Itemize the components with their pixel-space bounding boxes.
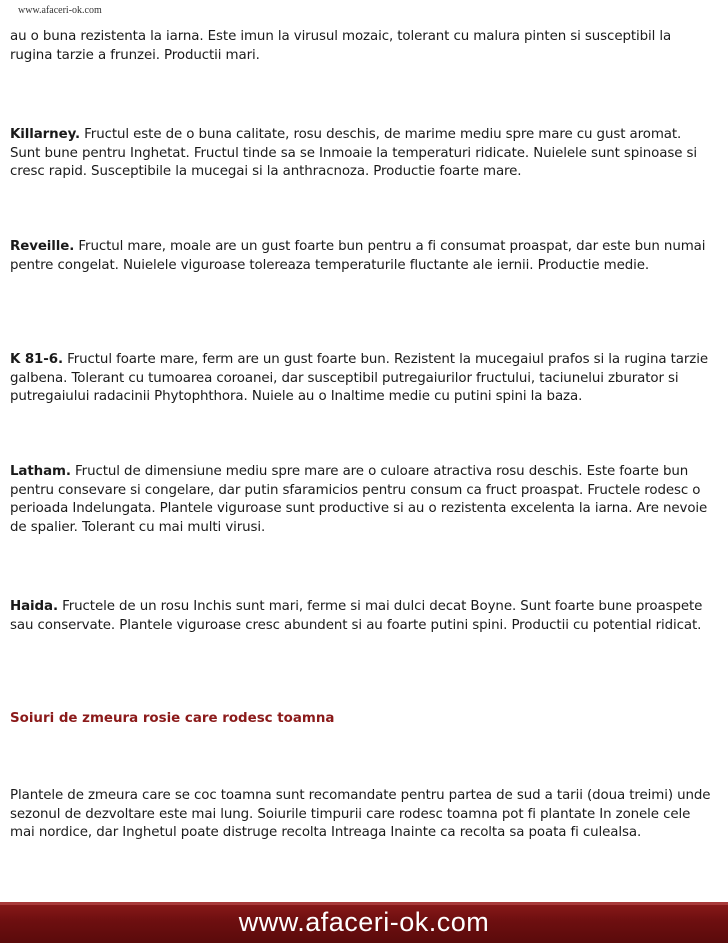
variety-name: Killarney. — [10, 127, 80, 142]
intro-paragraph: au o buna rezistenta la iarna. Este imun la virusul mozaic, tolerant cu malura pinten si susceptibil la rugina tarzie a frunzei. Productii mari. — [10, 29, 672, 63]
footer-brand[interactable]: www.afaceri-ok.com — [238, 907, 490, 937]
section-heading: Soiuri de zmeura rosie care rodesc toamna — [10, 711, 335, 726]
variety-description: Fructele de un rosu Inchis sunt mari, ferme si mai dulci decat Boyne. Sunt foarte bune proaspete sau conservate. Plantele viguroase cresc abundent si au foarte putini spini. Productii cu potential ridicat. — [10, 599, 703, 633]
variety-description: Fructul de dimensiune mediu spre mare are o culoare atractiva rosu deschis. Este foarte bun pentru consevare si congelare, dar putin sfaramicios pentru consum ca fruct proaspat. Fructele rodesc o perioada Indelungata. Plantele viguroase sunt productive si au o rezistenta excelenta la iarna. Are nevoie de spalier. Tolerant cu mai multi virusi. — [10, 464, 708, 535]
footer-banner — [0, 902, 728, 943]
variety-description: Fructul mare, moale are un gust foarte bun pentru a fi consumat proaspat, dar este bun numai pentre congelat. Nuielele viguroase tolereaza temperaturile fluctante ale iernii. Productie medie. — [10, 239, 706, 273]
variety-k81-6 — [10, 351, 715, 407]
variety-name: K 81-6. — [10, 352, 63, 367]
variety-name: Haida. — [10, 599, 58, 614]
variety-reveille — [10, 238, 715, 275]
site-url-header: www.afaceri-ok.com — [18, 5, 102, 16]
footer-bevel — [0, 902, 728, 905]
variety-haida — [10, 598, 715, 635]
variety-killarney — [10, 126, 715, 182]
variety-description: Fructul foarte mare, ferm are un gust foarte bun. Rezistent la mucegaiul prafos si la rugina tarzie galbena. Tolerant cu tumoarea coroanei, dar susceptibil putregaiurilor fructului, taciunelui zburator si putregaiului radacinii Phytophthora. Nuiele au o Inaltime medie cu putini spini la baza. — [10, 352, 708, 404]
variety-description: Fructul este de o buna calitate, rosu deschis, de marime mediu spre mare cu gust aromat. Sunt bune pentru Inghetat. Fructul tinde sa se Inmoaie la temperaturi ridicate. Nuielele sunt spinoase si cresc rapid. Susceptibile la mucegai si la anthracnoza. Productie foarte mare. — [10, 127, 698, 179]
variety-name: Reveille. — [10, 239, 75, 254]
section-paragraph: Plantele de zmeura care se coc toamna sunt recomandate pentru partea de sud a tarii (doua treimi) unde sezonul de dezvoltare este mai lung. Soiurile timpurii care rodesc toamna pot fi plantate In zonele cele mai nordice, dar Inghetul poate distruge recolta Intreaga Inainte ca recolta sa poata fi culealsa. — [10, 788, 711, 840]
variety-latham — [10, 463, 715, 537]
variety-name: Latham. — [10, 464, 71, 479]
